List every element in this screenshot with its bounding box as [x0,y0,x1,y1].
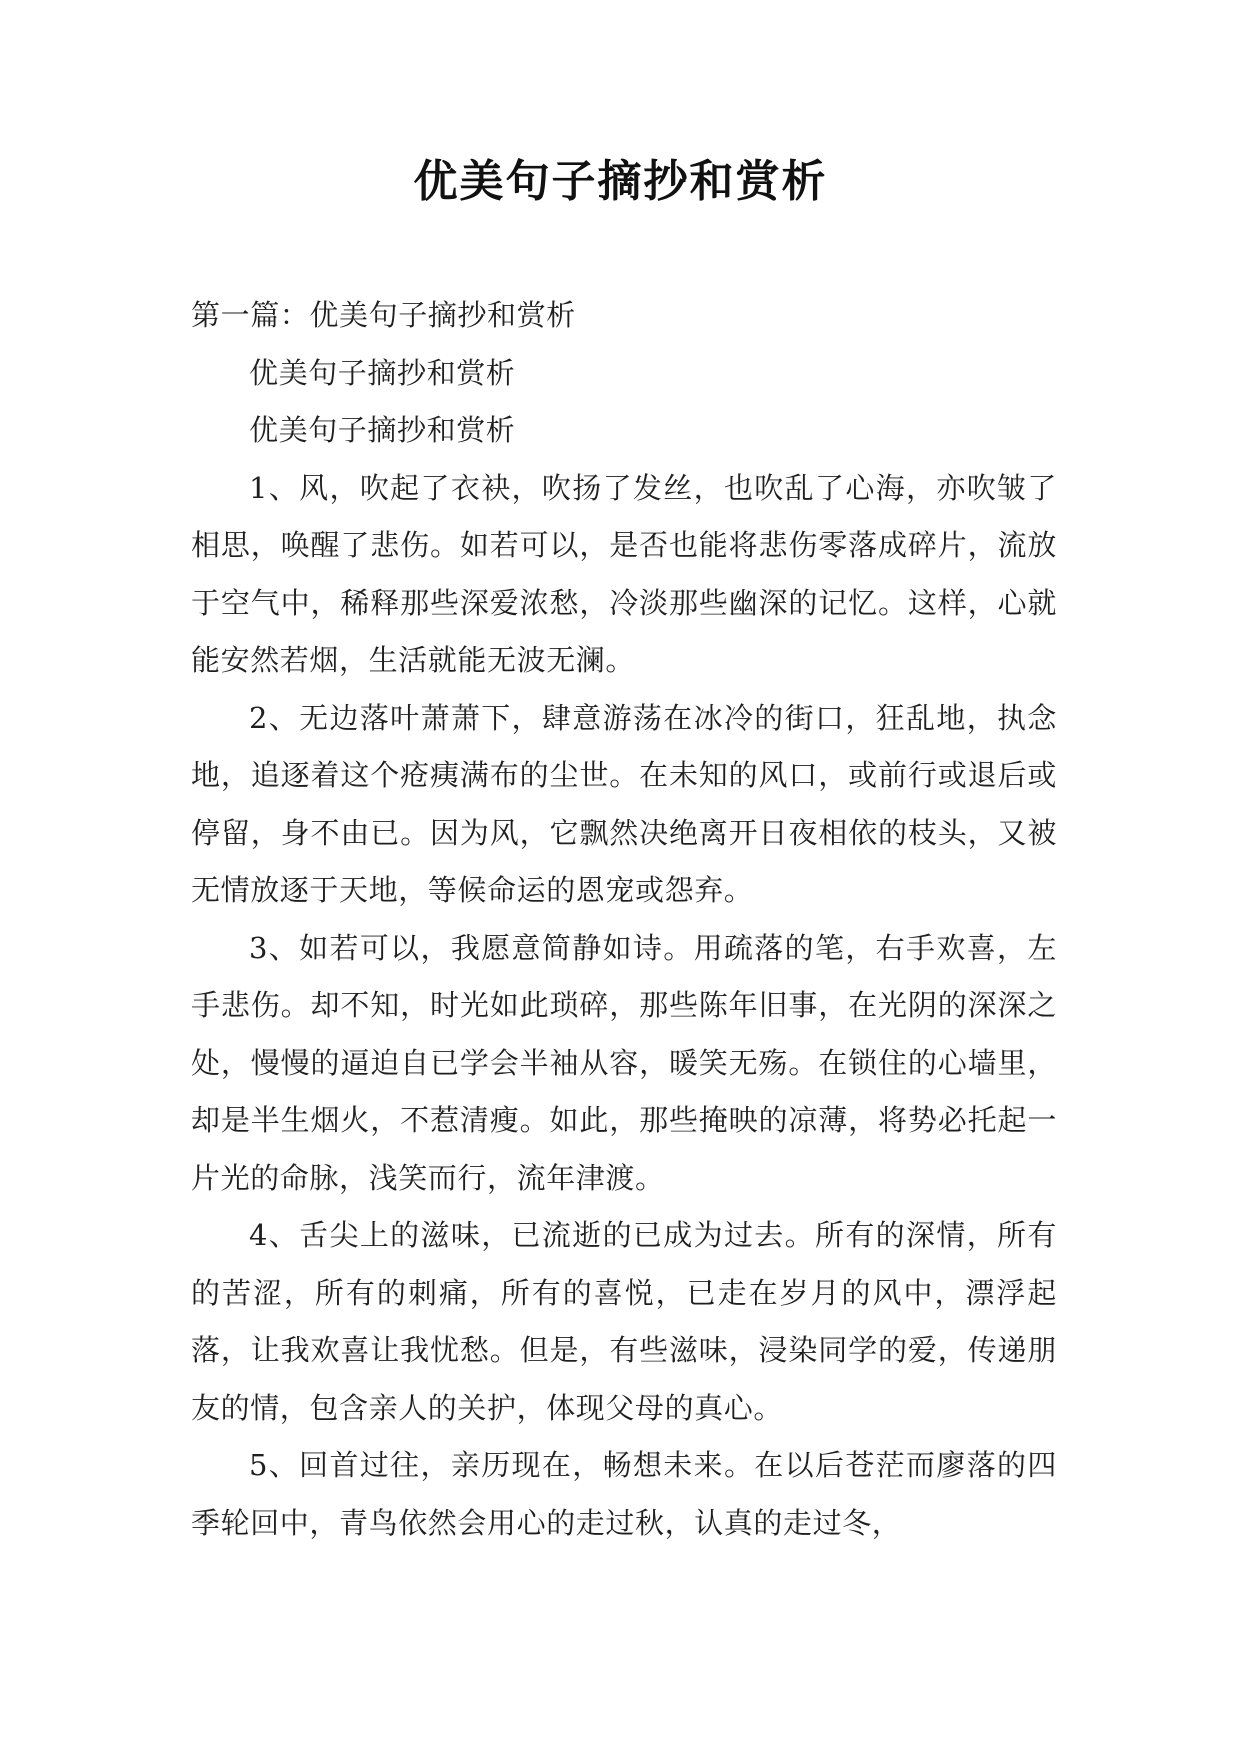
document-title: 优美句子摘抄和赏析 [413,156,828,207]
subtitle-line: 优美句子摘抄和赏析 [249,355,516,390]
document-body [191,287,1057,1552]
paragraph-3: 3、如若可以，我愿意简静如诗。用疏落的笔，右手欢喜，左手悲伤。却不知，时光如此琐碎，那些陈年旧事，在光阴的深深之处，慢慢的逼迫自已学会半袖从容，暖笑无殇。在锁住的心墙里，却是半生烟火，不惹清瘦。如此，那些掩映的凉薄，将势必托起一片光的命脉，浅笑而行，流年津渡。 [191,930,1057,1195]
subtitle-line: 优美句子摘抄和赏析 [249,413,516,447]
section-heading: 第一篇：优美句子摘抄和赏析 [191,298,576,332]
paragraph-2: 2、无边落叶萧萧下，肆意游荡在冰冷的街口，狂乱地，执念地，追逐着这个疮痍满布的尘世。在未知的风口，或前行或退后或停留，身不由已。因为风，它飘然决绝离开日夜相依的枝头，又被无情放逐于天地，等候命运的恩宠或怨弃。 [191,700,1057,907]
paragraph-4: 4、舌尖上的滋味，已流逝的已成为过去。所有的深情，所有的苦涩，所有的刺痛，所有的喜悦，已走在岁月的风中，漂浮起落，让我欢喜让我忧愁。但是，有些滋味，浸染同学的爱，传递朋友的情，包含亲人的关护，体现父母的真心。 [191,1218,1057,1425]
paragraph-1: 1、风，吹起了衣袂，吹扬了发丝，也吹乱了心海，亦吹皱了相思，唤醒了悲伤。如若可以，是否也能将悲伤零落成碎片，流放于空气中，稀释那些深爱浓愁，冷淡那些幽深的记忆。这样，心就能安然若烟，生活就能无波无澜。 [191,470,1057,677]
paragraph-5: 5、回首过往，亲历现在，畅想未来。在以后苍茫而廖落的四季轮回中，青鸟依然会用心的走过秋，认真的走过冬， [191,1448,1057,1540]
